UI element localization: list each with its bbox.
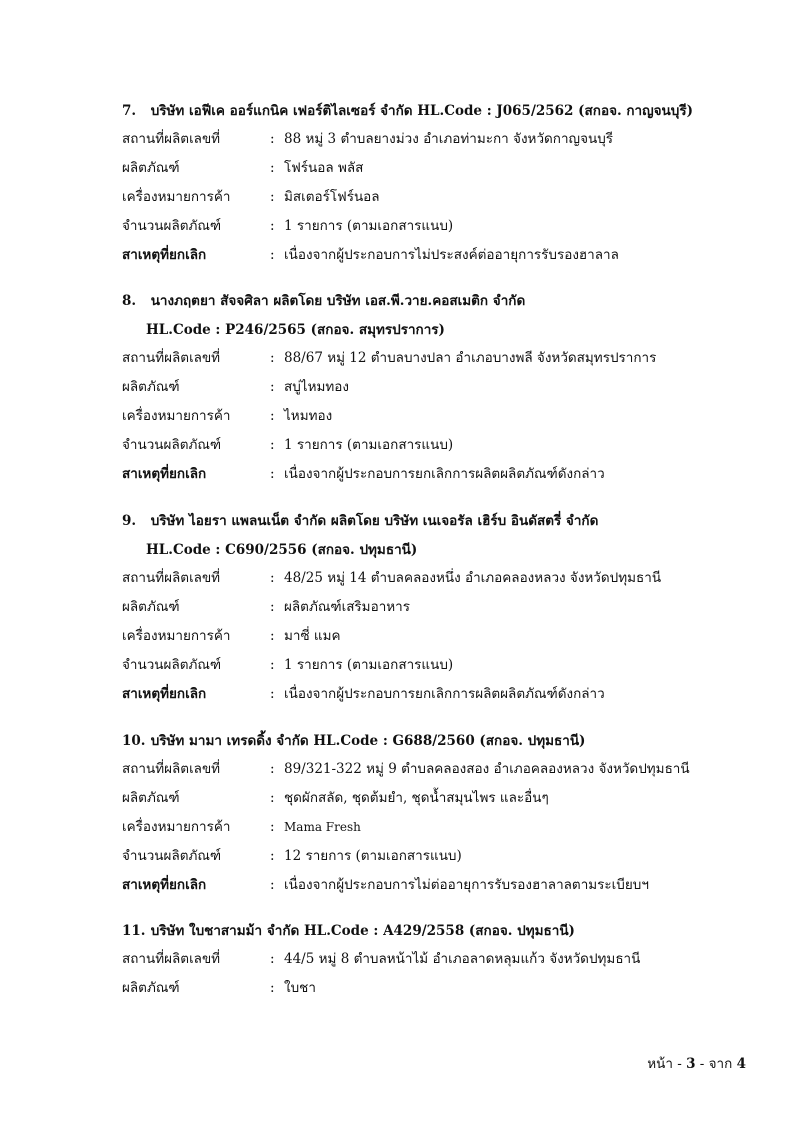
row-label: สาเหตุที่ยกเลิก [122, 247, 207, 263]
row-value: 89/321-322 หมู่ 9 ตำบลคลองสอง อำเภอคลองหลวง จังหวัดปทุมธานี [284, 761, 690, 777]
row-value: 12 รายการ (ตามเอกสารแนบ) [284, 848, 462, 864]
footer-prefix: หน้า - [647, 1056, 687, 1072]
row-reason [122, 874, 742, 903]
row-value: 1 รายการ (ตามเอกสารแนบ) [284, 437, 454, 453]
entry-11 [122, 920, 742, 1006]
row-trademark [122, 186, 742, 215]
entry-8 [122, 290, 742, 492]
row-label: สถานที่ผลิตเลขที่ [122, 570, 221, 586]
row-colon: : [270, 628, 275, 644]
row-value: เนื่องจากผู้ประกอบการยกเลิกการผลิตผลิตภัณฑ์ดังกล่าว [284, 686, 605, 702]
row-value: 48/25 หมู่ 14 ตำบลคลองหนึ่ง อำเภอคลองหลวง จังหวัดปทุมธานี [284, 570, 662, 586]
row-quantity [122, 215, 742, 244]
row-colon: : [270, 790, 275, 806]
entry-heading [122, 290, 742, 312]
row-label: เครื่องหมายการค้า [122, 628, 231, 644]
row-colon: : [270, 160, 275, 176]
row-colon: : [270, 686, 275, 702]
row-reason [122, 463, 742, 492]
row-value: มิสเตอร์โฟร์นอล [284, 189, 380, 205]
row-value: ผลิตภัณฑ์เสริมอาหาร [284, 599, 411, 615]
row-label: สถานที่ผลิตเลขที่ [122, 761, 221, 777]
row-product [122, 787, 742, 816]
row-product [122, 376, 742, 405]
row-value: ชุดผักสลัด, ชุดต้มยำ, ชุดน้ำสมุนไพร และอื่นๆ [284, 790, 549, 806]
row-colon: : [270, 657, 275, 673]
row-location [122, 347, 742, 376]
footer-page: 3 [686, 1056, 696, 1072]
row-label: สาเหตุที่ยกเลิก [122, 877, 207, 893]
entry-title: นางภฤตยา สัจจศิลา ผลิตโดย บริษัท เอส.พี.วาย.คอสเมติก จำกัด [150, 293, 526, 309]
row-quantity [122, 434, 742, 463]
entry-number: 9. [122, 513, 137, 529]
entry-heading [122, 510, 742, 532]
row-colon: : [270, 437, 275, 453]
row-product [122, 977, 742, 1006]
row-label: เครื่องหมายการค้า [122, 189, 231, 205]
entry-number: 7. [122, 103, 137, 119]
row-colon: : [270, 848, 275, 864]
entry-10 [122, 730, 742, 903]
row-reason [122, 244, 742, 273]
row-value: 1 รายการ (ตามเอกสารแนบ) [284, 657, 454, 673]
row-value: 1 รายการ (ตามเอกสารแนบ) [284, 218, 454, 234]
row-product [122, 157, 742, 186]
row-label: ผลิตภัณฑ์ [122, 790, 180, 806]
entry-hl-code: HL.Code : C690/2556 (สกอจ. ปทุมธานี) [146, 542, 418, 558]
row-colon: : [270, 599, 275, 615]
row-trademark [122, 625, 742, 654]
row-colon: : [270, 218, 275, 234]
row-value: 44/5 หมู่ 8 ตำบลหน้าไม้ อำเภอลาดหลุมแก้ว จังหวัดปทุมธานี [284, 951, 641, 967]
page-number-footer [647, 1052, 746, 1074]
row-colon: : [270, 408, 275, 424]
row-value: เนื่องจากผู้ประกอบการไม่ต่ออายุการรับรองฮาลาลตามระเบียบฯ [284, 877, 649, 893]
entry-heading [122, 920, 742, 942]
entry-title: บริษัท เอฟีเค ออร์แกนิค เฟอร์ติไลเซอร์ จำกัด HL.Code : J065/2562 (สกอจ. กาญจนบุรี) [150, 103, 693, 119]
row-label: จำนวนผลิตภัณฑ์ [122, 218, 222, 234]
row-label: สาเหตุที่ยกเลิก [122, 686, 207, 702]
row-quantity [122, 845, 742, 874]
row-value: โฟร์นอล พลัส [284, 160, 364, 176]
row-label: สาเหตุที่ยกเลิก [122, 466, 207, 482]
entry-number: 10. [122, 733, 146, 749]
row-label: เครื่องหมายการค้า [122, 819, 231, 835]
row-location [122, 758, 742, 787]
row-colon: : [270, 379, 275, 395]
row-value: ไหมทอง [284, 408, 333, 424]
row-label: ผลิตภัณฑ์ [122, 599, 180, 615]
row-quantity [122, 654, 742, 683]
row-colon: : [270, 761, 275, 777]
row-colon: : [270, 131, 275, 147]
row-location [122, 948, 742, 977]
row-colon: : [270, 350, 275, 366]
entry-9 [122, 510, 742, 712]
row-value: สบู่ไหมทอง [284, 379, 349, 395]
entry-title: บริษัท มามา เทรดดิ้ง จำกัด HL.Code : G688/2560 (สกอจ. ปทุมธานี) [150, 733, 586, 749]
entry-7 [122, 100, 742, 273]
row-colon: : [270, 570, 275, 586]
row-colon: : [270, 980, 275, 996]
row-colon: : [270, 247, 275, 263]
entry-heading [122, 100, 742, 122]
row-location [122, 128, 742, 157]
row-colon: : [270, 951, 275, 967]
entry-heading [122, 730, 742, 752]
row-value: 88 หมู่ 3 ตำบลยางม่วง อำเภอท่ามะกา จังหวัดกาญจนบุรี [284, 131, 614, 147]
row-value: ใบชา [284, 980, 316, 996]
row-label: จำนวนผลิตภัณฑ์ [122, 437, 222, 453]
row-label: ผลิตภัณฑ์ [122, 160, 180, 176]
row-reason [122, 683, 742, 712]
footer-middle: - จาก [695, 1056, 737, 1072]
entry-hl-code: HL.Code : P246/2565 (สกอจ. สมุทรปราการ) [146, 322, 445, 338]
row-trademark [122, 816, 742, 845]
footer-total: 4 [736, 1056, 746, 1072]
row-value: Mama Fresh [284, 820, 361, 834]
row-colon: : [270, 189, 275, 205]
row-label: เครื่องหมายการค้า [122, 408, 231, 424]
row-label: สถานที่ผลิตเลขที่ [122, 951, 221, 967]
entry-number: 8. [122, 293, 137, 309]
row-colon: : [270, 466, 275, 482]
entry-title: บริษัท ไอยรา แพลนเน็ต จำกัด ผลิตโดย บริษัท เนเจอรัล เฮิร์บ อินดัสตรี่ จำกัด [150, 513, 599, 529]
row-label: สถานที่ผลิตเลขที่ [122, 350, 221, 366]
row-product [122, 596, 742, 625]
row-label: จำนวนผลิตภัณฑ์ [122, 848, 222, 864]
row-colon: : [270, 819, 275, 835]
row-location [122, 567, 742, 596]
row-label: สถานที่ผลิตเลขที่ [122, 131, 221, 147]
row-value: เนื่องจากผู้ประกอบการยกเลิกการผลิตผลิตภัณฑ์ดังกล่าว [284, 466, 605, 482]
row-value: 88/67 หมู่ 12 ตำบลบางปลา อำเภอบางพลี จังหวัดสมุทรปราการ [284, 350, 657, 366]
row-value: เนื่องจากผู้ประกอบการไม่ประสงค์ต่ออายุการรับรองฮาลาล [284, 247, 619, 263]
row-colon: : [270, 877, 275, 893]
row-label: ผลิตภัณฑ์ [122, 980, 180, 996]
row-label: ผลิตภัณฑ์ [122, 379, 180, 395]
entry-title: บริษัท ใบชาสามม้า จำกัด HL.Code : A429/2558 (สกอจ. ปทุมธานี) [150, 923, 575, 939]
row-trademark [122, 405, 742, 434]
row-label: จำนวนผลิตภัณฑ์ [122, 657, 222, 673]
entry-number: 11. [122, 923, 146, 939]
row-value: มาซี่ แมค [284, 628, 341, 644]
